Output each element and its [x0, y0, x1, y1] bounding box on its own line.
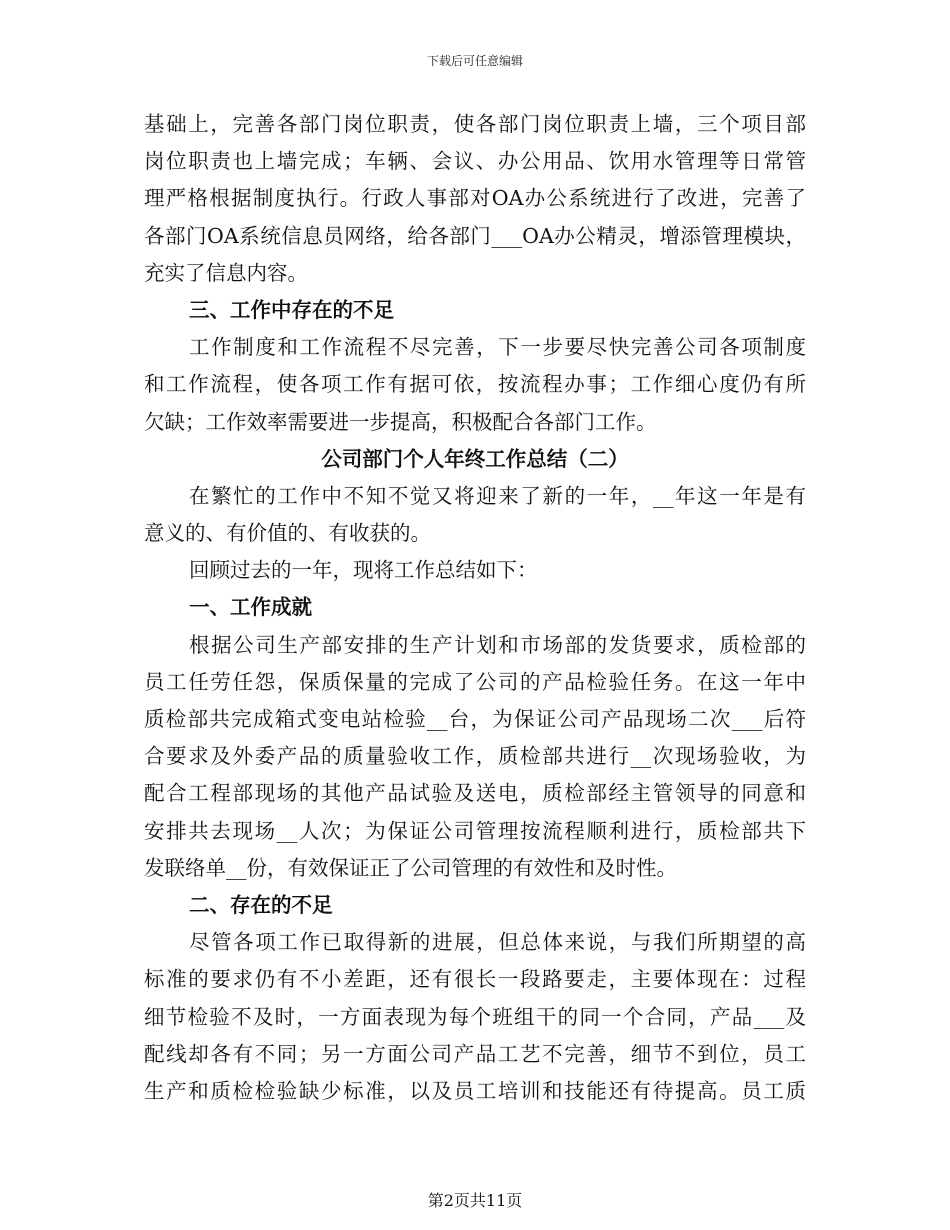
- body-line: 各部门OA系统信息员网络，给各部门___OA办公精灵，增添管理模块，: [144, 223, 806, 248]
- body-line: 质检部共完成箱式变电站检验__台，为保证公司产品现场二次___后符: [144, 707, 806, 731]
- body-line: 欠缺；工作效率需要进一步提高，积极配合各部门工作。: [144, 409, 657, 434]
- body-line: 细节检验不及时，一方面表现为每个班组干的同一个合同，产品___及: [144, 1004, 806, 1029]
- body-line: 标准的要求仍有不小差距，还有很长一段路要走，主要体现在：过程: [144, 967, 806, 992]
- body-line: 发联络单__份，有效保证正了公司管理的有效性和及时性。: [144, 855, 677, 880]
- body-line: 回顾过去的一年，现将工作总结如下：: [189, 558, 538, 583]
- document-body: [144, 106, 806, 1110]
- body-line: 配线却各有不同；另一方面公司产品工艺不完善，细节不到位，员工: [144, 1041, 806, 1066]
- body-line: 岗位职责也上墙完成；车辆、会议、办公用品、饮用水管理等日常管: [144, 149, 806, 174]
- body-line: 意义的、有价值的、有收获的。: [144, 521, 431, 546]
- body-line: 基础上，完善各部门岗位职责，使各部门岗位职责上墙，三个项目部: [144, 112, 806, 136]
- body-line: 根据公司生产部安排的生产计划和市场部的发货要求，质检部的: [189, 632, 806, 657]
- page-header: 下载后可任意编辑: [426, 54, 523, 68]
- body-line: 生产和质检检验缺少标准，以及员工培训和技能还有待提高。员工质: [144, 1078, 806, 1103]
- section-heading: 一、工作成就: [189, 595, 312, 620]
- section-heading: 三、工作中存在的不足: [189, 297, 394, 322]
- body-line: 合要求及外委产品的质量验收工作，质检部共进行__次现场验收，为: [144, 744, 806, 769]
- document-title: 公司部门个人年终工作总结（二）: [321, 446, 629, 471]
- body-line: 在繁忙的工作中不知不觉又将迎来了新的一年，__年这一年是有: [189, 483, 806, 508]
- section-heading: 二、存在的不足: [189, 892, 333, 917]
- page-number: 第2页共11页: [427, 1191, 523, 1210]
- body-line: 安排共去现场__人次；为保证公司管理按流程顺利进行，质检部共下: [144, 818, 806, 843]
- body-line: 和工作流程，使各项工作有据可依，按流程办事；工作细心度仍有所: [144, 372, 806, 397]
- body-line: 理严格根据制度执行。行政人事部对OA办公系统进行了改进，完善了: [144, 186, 806, 211]
- body-line: 工作制度和工作流程不尽完善，下一步要尽快完善公司各项制度: [189, 335, 806, 360]
- body-line: 充实了信息内容。: [144, 260, 308, 285]
- body-line: 尽管各项工作已取得新的进展，但总体来说，与我们所期望的高: [189, 930, 806, 955]
- body-line: 员工任劳任怨，保质保量的完成了公司的产品检验任务。在这一年中: [144, 669, 806, 694]
- body-line: 配合工程部现场的其他产品试验及送电，质检部经主管领导的同意和: [144, 781, 806, 806]
